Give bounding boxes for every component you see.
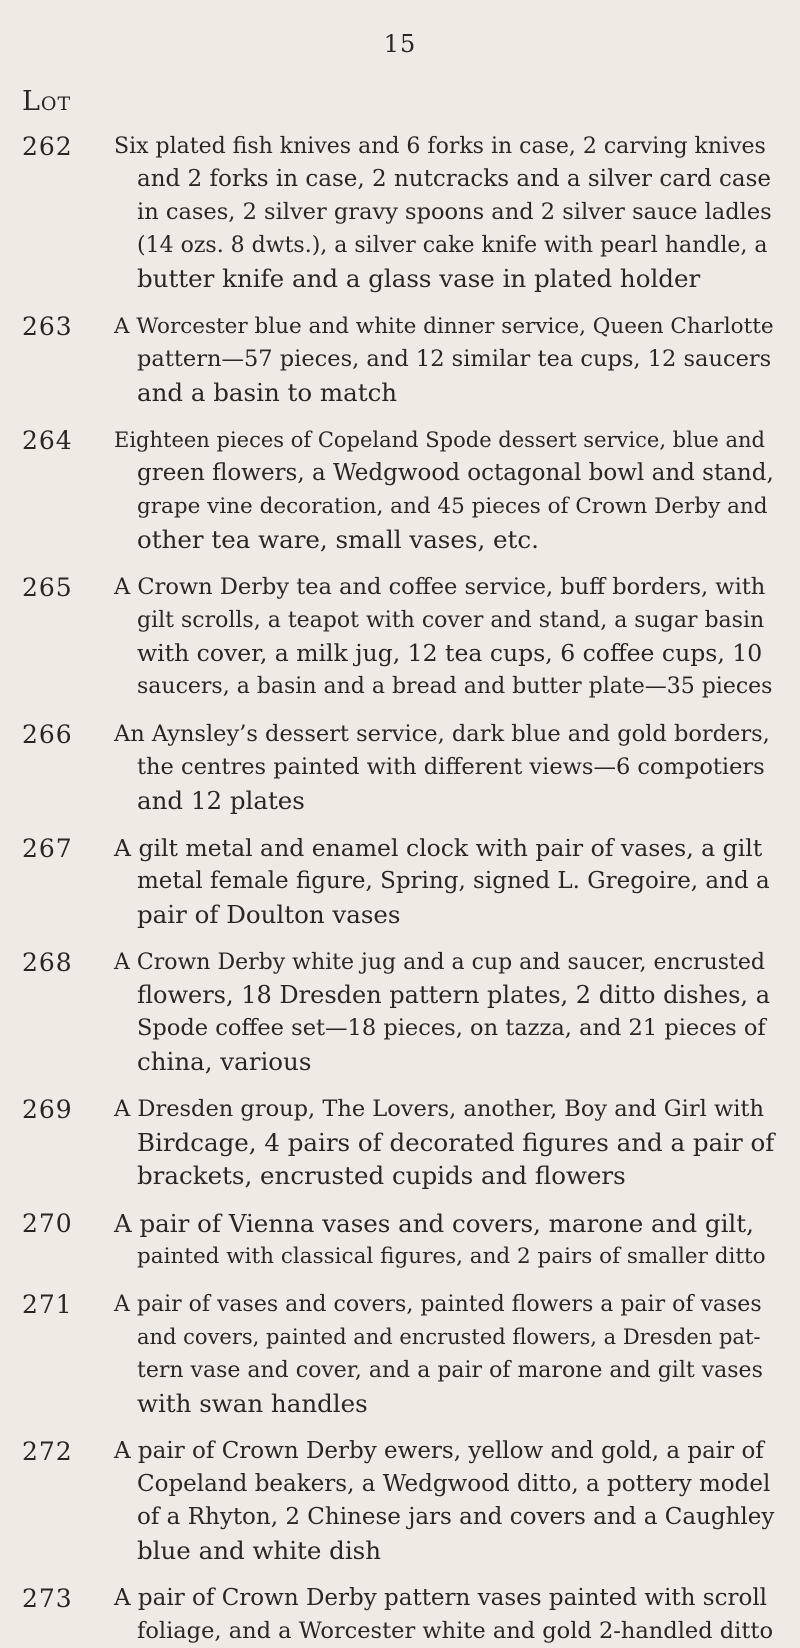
lot-description-line: Spode coffee set—18 pieces, on tazza, and 21 pieces of <box>137 1015 766 1041</box>
lot-description-line: A Crown Derby tea and coffee service, buff borders, with <box>114 574 766 600</box>
lot-description-line: tern vase and cover, and a pair of marone and gilt vases <box>137 1358 763 1383</box>
lot-description-line: An Aynsley’s dessert service, dark blue and gold borders, <box>114 721 770 747</box>
lot-entry <box>0 718 800 817</box>
lot-description-line: A pair of Crown Derby ewers, yellow and gold, a pair of <box>114 1438 764 1464</box>
lot-entry <box>0 1093 800 1192</box>
lot-entry <box>0 1207 800 1273</box>
lot-description-line: with cover, a milk jug, 12 tea cups, 6 coffee cups, 10 <box>137 639 763 667</box>
lot-description-line: pair of Doulton vases <box>137 900 401 929</box>
lot-description <box>114 424 774 556</box>
lot-description-line: green flowers, a Wedgwood octagonal bowl and stand, <box>137 460 774 486</box>
lot-description-line: A gilt metal and enamel clock with pair of vases, a gilt <box>114 834 763 862</box>
lot-description <box>114 571 774 703</box>
lot-description <box>114 1207 774 1273</box>
lot-description <box>114 946 774 1078</box>
lot-description <box>114 310 774 409</box>
lot-description-line: Six plated fish knives and 6 forks in case, 2 carving knives <box>114 134 766 159</box>
lot-number: 270 <box>22 1209 73 1238</box>
lot-number: 264 <box>22 426 73 455</box>
lot-description-line: A Dresden group, The Lovers, another, Boy and Girl with <box>114 1096 764 1122</box>
lot-description-line: of a Rhyton, 2 Chinese jars and covers and a Caughley <box>137 1504 775 1530</box>
lot-description-line: metal female figure, Spring, signed L. Gregoire, and a <box>137 868 770 894</box>
lot-description-line: Birdcage, 4 pairs of decorated figures and a pair of <box>137 1128 775 1157</box>
lot-description-line: the centres painted with different views—6 compotiers <box>137 754 765 780</box>
lot-description <box>114 832 774 931</box>
lot-number: 271 <box>22 1290 73 1319</box>
lot-description <box>114 1288 774 1420</box>
lot-entry <box>0 424 800 556</box>
lot-description <box>114 1582 774 1648</box>
lot-description-line: butter knife and a glass vase in plated holder <box>137 264 701 293</box>
lot-description-line: Eighteen pieces of Copeland Spode dessert service, blue and <box>114 428 765 452</box>
lot-number: 273 <box>22 1584 73 1613</box>
lot-entry <box>0 1435 800 1567</box>
lot-entry <box>0 1288 800 1420</box>
lot-description-line: and 12 plates <box>137 786 305 815</box>
lot-description <box>114 130 774 295</box>
lot-description-line: china, various <box>137 1047 312 1076</box>
lot-description-line: saucers, a basin and a bread and butter plate—35 pieces <box>137 674 773 699</box>
lot-entry <box>0 946 800 1078</box>
lot-number: 272 <box>22 1437 73 1466</box>
lot-description-line: gilt scrolls, a teapot with cover and stand, a sugar basin <box>137 608 765 633</box>
lot-number: 262 <box>22 132 73 161</box>
lot-description-line: (14 ozs. 8 dwts.), a silver cake knife with pearl handle, a <box>137 233 768 258</box>
lot-description-line: grape vine decoration, and 45 pieces of Crown Derby and <box>137 494 768 519</box>
lot-description-line: painted with classical figures, and 2 pairs of smaller ditto <box>137 1244 766 1269</box>
lot-description-line: blue and white dish <box>137 1536 382 1565</box>
lot-description-line: A Crown Derby white jug and a cup and saucer, encrusted <box>114 950 765 975</box>
lot-description-line: with swan handles <box>137 1389 368 1418</box>
lot-description-line: A pair of vases and covers, painted flowers a pair of vases <box>114 1292 762 1317</box>
page-number: 15 <box>383 30 417 58</box>
lot-column-header: Lot <box>22 86 72 117</box>
lot-description-line: pattern—57 pieces, and 12 similar tea cups, 12 saucers <box>137 346 772 372</box>
lot-description <box>114 1093 774 1192</box>
lot-description-line: A pair of Vienna vases and covers, marone and gilt, <box>114 1209 754 1238</box>
lot-number: 263 <box>22 312 73 341</box>
lot-description-line: in cases, 2 silver gravy spoons and 2 silver sauce ladles <box>137 199 772 225</box>
lot-description-line: and covers, painted and encrusted flowers, a Dresden pat- <box>137 1325 761 1349</box>
lot-number: 266 <box>22 720 73 749</box>
lot-entry <box>0 1582 800 1648</box>
lot-entry <box>0 130 800 295</box>
lot-description-line: foliage, and a Worcester white and gold 2-handled ditto <box>137 1618 773 1644</box>
lot-description-line: brackets, encrusted cupids and flowers <box>137 1161 626 1190</box>
lot-entry <box>0 832 800 931</box>
lot-entry <box>0 571 800 703</box>
lot-description <box>114 1435 774 1567</box>
lot-description-line: A Worcester blue and white dinner service, Queen Charlotte <box>114 314 774 339</box>
lot-description-line: A pair of Crown Derby pattern vases painted with scroll <box>114 1585 768 1611</box>
lot-description <box>114 718 774 817</box>
lot-description-line: flowers, 18 Dresden pattern plates, 2 ditto dishes, a <box>137 981 770 1009</box>
lot-description-line: and a basin to match <box>137 378 398 407</box>
lot-description-line: and 2 forks in case, 2 nutcracks and a silver card case <box>137 166 771 192</box>
lot-number: 267 <box>22 834 73 863</box>
lot-entry <box>0 310 800 409</box>
lot-description-line: Copeland beakers, a Wedgwood ditto, a pottery model <box>137 1471 771 1497</box>
lot-number: 268 <box>22 948 73 977</box>
lot-number: 265 <box>22 573 73 602</box>
lot-description-line: other tea ware, small vases, etc. <box>137 525 539 554</box>
lot-number: 269 <box>22 1095 73 1124</box>
